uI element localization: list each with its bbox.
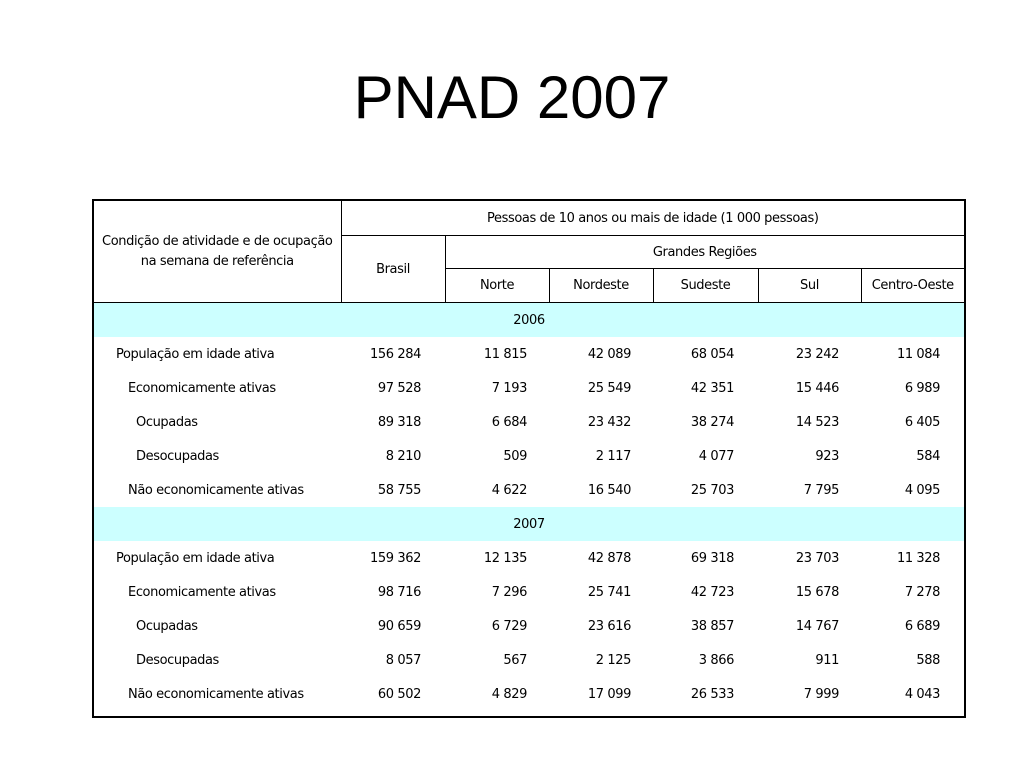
cell-nordeste: 2 117	[595, 448, 631, 464]
cell-centro-oeste: 588	[916, 652, 941, 668]
cell-sul: 23 703	[795, 550, 839, 566]
cell-nordeste: 42 089	[587, 346, 631, 362]
cell-brasil: 97 528	[377, 380, 421, 396]
cell-brasil: 98 716	[377, 584, 421, 600]
region-header-centro-oeste: Centro-Oeste	[861, 269, 964, 303]
region-header-sul: Sul	[758, 269, 861, 303]
cell-nordeste: 25 741	[587, 584, 631, 600]
cell-centro-oeste: 11 328	[896, 550, 941, 566]
slide-title: PNAD 2007	[353, 64, 671, 131]
cell-nordeste: 23 432	[587, 414, 631, 430]
row-label: Não economicamente ativas	[128, 686, 304, 702]
cell-nordeste: 25 549	[587, 380, 631, 396]
cell-centro-oeste: 6 405	[904, 414, 941, 430]
table-row	[94, 575, 964, 609]
row-label: Não economicamente ativas	[128, 482, 304, 498]
cell-brasil: 159 362	[370, 550, 421, 566]
cell-norte: 4 829	[491, 686, 527, 702]
cell-sudeste: 42 351	[690, 380, 734, 396]
brasil-header: Brasil	[341, 236, 445, 303]
cell-centro-oeste: 584	[916, 448, 941, 464]
cell-sudeste: 26 533	[690, 686, 734, 702]
cell-nordeste: 42 878	[587, 550, 631, 566]
cell-norte: 509	[503, 448, 527, 464]
cell-centro-oeste: 11 084	[896, 346, 941, 362]
row-label: Economicamente ativas	[128, 380, 276, 396]
cell-norte: 4 622	[491, 482, 527, 498]
table-row	[94, 405, 964, 439]
stub-header: Condição de atividade e de ocupação na semana de referência	[94, 201, 341, 303]
cell-sul: 15 678	[795, 584, 839, 600]
cell-sudeste: 4 077	[698, 448, 734, 464]
pnad-table	[94, 201, 964, 711]
cell-norte: 12 135	[483, 550, 527, 566]
cell-centro-oeste: 6 689	[904, 618, 941, 634]
row-label: Ocupadas	[136, 414, 198, 430]
row-label: Economicamente ativas	[128, 584, 276, 600]
cell-nordeste: 23 616	[587, 618, 631, 634]
table-row	[94, 643, 964, 677]
cell-norte: 7 296	[491, 584, 527, 600]
cell-sul: 923	[815, 448, 839, 464]
group-header: Pessoas de 10 anos ou mais de idade (1 000 pessoas)	[341, 201, 964, 236]
cell-sul: 7 999	[803, 686, 839, 702]
region-header-sudeste: Sudeste	[653, 269, 758, 303]
cell-norte: 11 815	[483, 346, 527, 362]
region-header-norte: Norte	[445, 269, 549, 303]
cell-centro-oeste: 6 989	[904, 380, 941, 396]
row-label: Desocupadas	[136, 652, 219, 668]
year-row-2007	[94, 507, 964, 541]
cell-brasil: 90 659	[377, 618, 421, 634]
cell-brasil: 8 210	[385, 448, 421, 464]
year-row-2006	[94, 303, 964, 338]
cell-nordeste: 16 540	[587, 482, 631, 498]
cell-brasil: 58 755	[377, 482, 421, 498]
table-row	[94, 439, 964, 473]
cell-sudeste: 68 054	[690, 346, 734, 362]
row-label: Desocupadas	[136, 448, 219, 464]
row-label: Ocupadas	[136, 618, 198, 634]
cell-centro-oeste: 4 043	[904, 686, 941, 702]
year-label: 2006	[94, 303, 964, 338]
cell-sul: 15 446	[795, 380, 839, 396]
table-row	[94, 371, 964, 405]
table-row	[94, 609, 964, 643]
cell-sudeste: 38 274	[690, 414, 734, 430]
row-label: População em idade ativa	[116, 346, 275, 362]
cell-sudeste: 25 703	[690, 482, 734, 498]
cell-nordeste: 17 099	[587, 686, 631, 702]
regions-group-header: Grandes Regiões	[445, 236, 964, 269]
table-row	[94, 677, 964, 711]
cell-norte: 7 193	[491, 380, 527, 396]
data-table-frame	[92, 199, 966, 718]
year-label: 2007	[94, 507, 964, 541]
cell-sudeste: 3 866	[698, 652, 734, 668]
table-row	[94, 337, 964, 371]
cell-sul: 14 523	[795, 414, 839, 430]
cell-nordeste: 2 125	[595, 652, 631, 668]
table-row	[94, 541, 964, 575]
cell-sul: 23 242	[795, 346, 839, 362]
cell-norte: 6 729	[491, 618, 527, 634]
cell-sudeste: 38 857	[690, 618, 734, 634]
cell-sudeste: 69 318	[690, 550, 734, 566]
cell-brasil: 8 057	[385, 652, 421, 668]
cell-centro-oeste: 4 095	[904, 482, 941, 498]
row-label: População em idade ativa	[116, 550, 275, 566]
cell-centro-oeste: 7 278	[904, 584, 941, 600]
cell-brasil: 89 318	[377, 414, 421, 430]
cell-norte: 6 684	[491, 414, 527, 430]
cell-sul: 911	[815, 652, 839, 668]
cell-norte: 567	[503, 652, 527, 668]
region-header-nordeste: Nordeste	[549, 269, 653, 303]
cell-sul: 7 795	[803, 482, 839, 498]
table-row	[94, 473, 964, 507]
cell-brasil: 60 502	[377, 686, 421, 702]
cell-sudeste: 42 723	[690, 584, 734, 600]
cell-brasil: 156 284	[370, 346, 421, 362]
cell-sul: 14 767	[795, 618, 839, 634]
